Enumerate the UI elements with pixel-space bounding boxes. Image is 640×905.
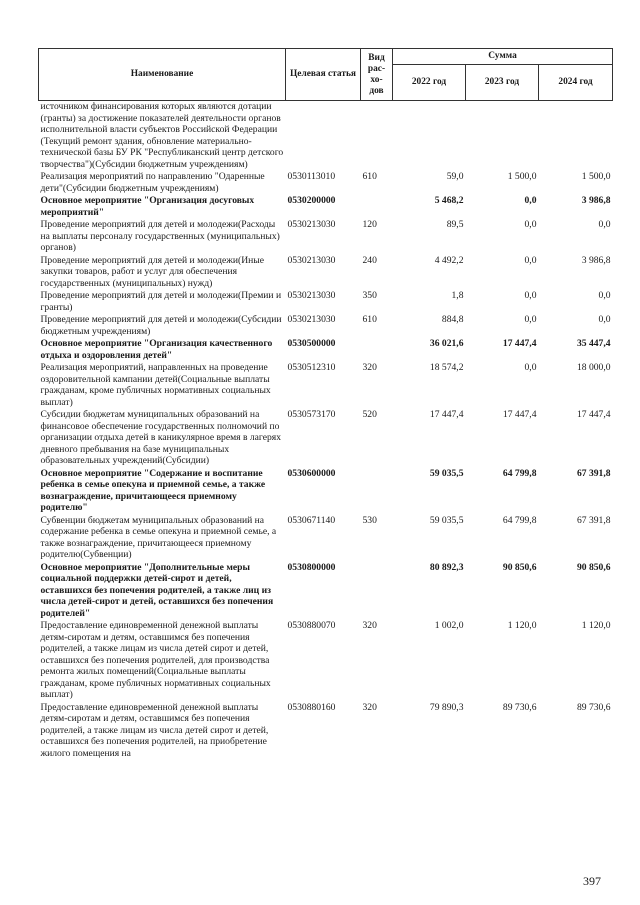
row-target-article bbox=[286, 101, 361, 172]
row-name: Основное мероприятие "Содержание и воспитание ребенка в семье опекуна и приемной семье, а также вознаграждение, причитающееся приемному родителю" bbox=[40, 467, 266, 513]
table-row bbox=[39, 101, 613, 172]
row-name: Основное мероприятие "Дополнительные меры социальной поддержки детей-сирот и детей, оставшихся без попечения родителей, а также лиц из числа детей-сирот и детей, оставшихся без попечения родителей" bbox=[40, 561, 274, 619]
row-expense-type: 350 bbox=[362, 290, 377, 301]
row-target-article: 0530573170 bbox=[287, 409, 336, 420]
row-expense-type bbox=[361, 338, 393, 362]
row-amount-2024: 3 986,8 bbox=[581, 195, 611, 206]
row-amount-2023 bbox=[466, 101, 539, 172]
row-amount-2023: 0,0 bbox=[524, 219, 537, 230]
row-amount-2022 bbox=[393, 101, 466, 172]
row-target-article: 0530880070 bbox=[287, 620, 336, 631]
table-row bbox=[39, 290, 613, 314]
row-amount-2022: 17 447,4 bbox=[429, 409, 464, 420]
header-year-2024: 2024 год bbox=[539, 65, 613, 101]
row-amount-2022: 36 021,6 bbox=[429, 338, 464, 349]
header-expense-type: Вид рас- хо- дов bbox=[361, 49, 393, 101]
table-body bbox=[39, 101, 613, 761]
row-amount-2022: 89,5 bbox=[446, 219, 464, 230]
row-amount-2023: 17 447,4 bbox=[502, 409, 537, 420]
row-name: Проведение мероприятий для детей и молодежи(Субсидии бюджетным учреждениям) bbox=[40, 314, 282, 337]
table-row bbox=[39, 219, 613, 255]
row-name: Проведение мероприятий для детей и молодежи(Иные закупки товаров, работ и услуг для обеспечения государственных (муниципальных) нужд) bbox=[40, 254, 264, 289]
row-target-article: 0530800000 bbox=[287, 561, 336, 573]
table-row bbox=[39, 702, 613, 761]
row-target-article: 0530671140 bbox=[287, 514, 336, 526]
row-target-article: 0530200000 bbox=[287, 195, 336, 206]
row-expense-type bbox=[361, 101, 393, 172]
row-amount-2024: 1 120,0 bbox=[581, 620, 611, 631]
row-amount-2022: 79 890,3 bbox=[429, 701, 464, 713]
row-amount-2022: 4 492,2 bbox=[434, 254, 464, 266]
header-sum: Сумма bbox=[393, 49, 613, 65]
row-expense-type: 610 bbox=[362, 171, 377, 182]
row-name: Предоставление единовременной денежной выплаты детям-сиротам и детям, оставшимся без попечения родителей, а также лицам из числа детей сирот и детей, оставшихся без попечения родителей, для производства ремонта жилых помещений(Социальные выплаты гражданам, кроме публичных нормативных социальных выплат) bbox=[40, 620, 271, 700]
row-expense-type: 320 bbox=[362, 701, 377, 713]
row-expense-type: 530 bbox=[362, 514, 377, 526]
table-header bbox=[39, 49, 613, 101]
row-amount-2022: 18 574,2 bbox=[429, 362, 464, 373]
row-amount-2023: 64 799,8 bbox=[502, 514, 537, 526]
row-name: Реализация мероприятий, направленных на проведение оздоровительной кампании детей(Социальные выплаты гражданам, кроме публичных нормативных социальных выплат) bbox=[40, 362, 271, 408]
row-expense-type: 120 bbox=[362, 219, 377, 230]
row-amount-2023: 17 447,4 bbox=[502, 338, 537, 349]
row-target-article: 0530880160 bbox=[287, 701, 336, 713]
header-year-2023: 2023 год bbox=[466, 65, 539, 101]
row-target-article: 0530213030 bbox=[287, 219, 336, 230]
row-amount-2024 bbox=[539, 101, 613, 172]
row-amount-2023: 0,0 bbox=[524, 362, 537, 373]
row-name: Реализация мероприятий по направлению "Одаренные дети"(Субсидии бюджетным учреждениям) bbox=[40, 171, 265, 194]
row-amount-2023: 1 500,0 bbox=[507, 171, 537, 182]
row-amount-2024: 89 730,6 bbox=[576, 701, 611, 713]
row-amount-2023: 64 799,8 bbox=[502, 467, 537, 479]
table-row bbox=[39, 620, 613, 702]
table-row bbox=[39, 562, 613, 621]
row-amount-2024: 67 391,8 bbox=[576, 514, 611, 526]
row-amount-2024: 18 000,0 bbox=[576, 362, 611, 373]
table-row bbox=[39, 468, 613, 515]
row-amount-2023: 0,0 bbox=[524, 314, 537, 325]
row-amount-2022: 5 468,2 bbox=[434, 195, 464, 206]
row-amount-2022: 59,0 bbox=[446, 171, 464, 182]
row-amount-2022: 59 035,5 bbox=[429, 467, 464, 479]
row-amount-2024: 1 500,0 bbox=[581, 171, 611, 182]
row-name: Предоставление единовременной денежной выплаты детям-сиротам и детям, оставшимся без попечения родителей, а также лицам из числа детей сирот и детей, оставшихся без попечения родителей, на приобретение жилого помещения на bbox=[40, 701, 269, 759]
row-amount-2024: 3 986,8 bbox=[581, 254, 611, 266]
header-target-article: Целевая статья bbox=[286, 49, 361, 101]
row-amount-2024: 0,0 bbox=[598, 290, 611, 301]
row-amount-2022: 80 892,3 bbox=[429, 561, 464, 573]
table-row bbox=[39, 314, 613, 338]
table-row bbox=[39, 362, 613, 409]
row-amount-2023: 0,0 bbox=[524, 254, 537, 266]
row-expense-type: 320 bbox=[362, 362, 377, 373]
row-target-article: 0530113010 bbox=[287, 171, 336, 182]
row-target-article: 0530500000 bbox=[287, 338, 336, 349]
table-row bbox=[39, 515, 613, 562]
row-expense-type: 320 bbox=[362, 620, 377, 631]
row-amount-2023: 89 730,6 bbox=[502, 701, 537, 713]
row-expense-type bbox=[361, 468, 393, 515]
row-amount-2022: 884,8 bbox=[441, 314, 464, 325]
row-amount-2023: 0,0 bbox=[524, 290, 537, 301]
row-name: Субвенции бюджетам муниципальных образований на содержание ребенка в семье опекуна и приемной семье, а также вознаграждение, причитающееся приемному родителю(Субвенции) bbox=[40, 514, 277, 560]
table-row bbox=[39, 409, 613, 468]
row-expense-type bbox=[361, 562, 393, 621]
row-amount-2024: 0,0 bbox=[598, 219, 611, 230]
header-name: Наименование bbox=[39, 49, 286, 101]
row-amount-2022: 1,8 bbox=[451, 290, 464, 301]
row-amount-2023: 0,0 bbox=[524, 195, 537, 206]
row-name: Основное мероприятие "Организация качественного отдыха и оздоровления детей" bbox=[40, 338, 273, 361]
row-amount-2022: 1 002,0 bbox=[434, 620, 464, 631]
row-target-article: 0530600000 bbox=[287, 467, 336, 479]
row-target-article: 0530213030 bbox=[287, 314, 336, 325]
row-expense-type: 240 bbox=[362, 254, 377, 266]
table-row bbox=[39, 195, 613, 219]
budget-table bbox=[38, 48, 613, 760]
row-amount-2023: 90 850,6 bbox=[502, 561, 537, 573]
row-amount-2022: 59 035,5 bbox=[429, 514, 464, 526]
table-row bbox=[39, 255, 613, 291]
table-row bbox=[39, 171, 613, 195]
row-amount-2024: 17 447,4 bbox=[576, 409, 611, 420]
row-name: Проведение мероприятий для детей и молодежи(Премии и гранты) bbox=[40, 290, 282, 313]
row-amount-2024: 35 447,4 bbox=[576, 338, 611, 349]
row-expense-type: 610 bbox=[362, 314, 377, 325]
page-number: 397 bbox=[583, 874, 601, 888]
row-amount-2024: 90 850,6 bbox=[576, 561, 611, 573]
table-row bbox=[39, 338, 613, 362]
row-target-article: 0530213030 bbox=[287, 254, 336, 266]
row-expense-type: 520 bbox=[362, 409, 377, 420]
row-target-article: 0530213030 bbox=[287, 290, 336, 301]
row-name: Проведение мероприятий для детей и молодежи(Расходы на выплаты персоналу государственных (муниципальных) органов) bbox=[40, 219, 280, 253]
row-amount-2024: 0,0 bbox=[598, 314, 611, 325]
row-expense-type bbox=[361, 195, 393, 219]
header-year-2022: 2022 год bbox=[393, 65, 466, 101]
row-name: Субсидии бюджетам муниципальных образований на финансовое обеспечение государственных полномочий по организации отдыха детей в каникулярное время в лагерях дневного пребывания на базе муниципальных образовательных учреждений(Субсидии) bbox=[40, 409, 282, 466]
row-name: Основное мероприятие "Организация досуговых мероприятий" bbox=[40, 195, 255, 218]
row-target-article: 0530512310 bbox=[287, 362, 336, 373]
row-amount-2023: 1 120,0 bbox=[507, 620, 537, 631]
row-name: источником финансирования которых являются дотации (гранты) за достижение показателей деятельности органов исполнительной власти субъектов Российской Федерации (Текущий ремонт здания, обновление материально-технической базы БУ РК "Республиканский центр детского творчества")(Субсидии бюджетным учреждениям) bbox=[40, 101, 284, 170]
row-amount-2024: 67 391,8 bbox=[576, 467, 611, 479]
